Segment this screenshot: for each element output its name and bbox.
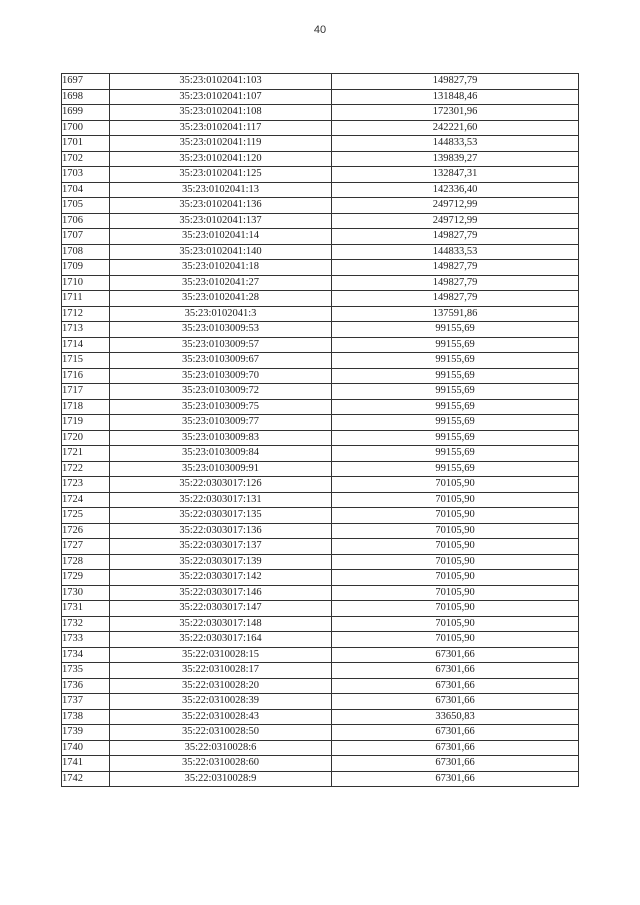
value-cell: 70105,90 [332,570,579,586]
row-number-cell: 1717 [62,384,110,400]
cadastral-number-cell: 35:22:0303017:126 [110,477,332,493]
cadastral-number-cell: 35:23:0103009:75 [110,399,332,415]
value-cell: 70105,90 [332,539,579,555]
value-cell: 99155,69 [332,353,579,369]
value-cell: 70105,90 [332,508,579,524]
table-row [62,198,579,214]
value-cell: 144833,53 [332,244,579,260]
table-row [62,477,579,493]
cadastral-number-cell: 35:23:0103009:57 [110,337,332,353]
row-number-cell: 1738 [62,709,110,725]
row-number-cell: 1703 [62,167,110,183]
value-cell: 70105,90 [332,585,579,601]
row-number-cell: 1697 [62,74,110,90]
table-row [62,647,579,663]
table-row [62,399,579,415]
row-number-cell: 1716 [62,368,110,384]
cadastral-number-cell: 35:22:0310028:20 [110,678,332,694]
row-number-cell: 1739 [62,725,110,741]
value-cell: 33650,83 [332,709,579,725]
value-cell: 67301,66 [332,756,579,772]
table-row [62,151,579,167]
table-row [62,89,579,105]
row-number-cell: 1708 [62,244,110,260]
row-number-cell: 1718 [62,399,110,415]
row-number-cell: 1728 [62,554,110,570]
table-row [62,306,579,322]
cadastral-number-cell: 35:22:0310028:17 [110,663,332,679]
row-number-cell: 1731 [62,601,110,617]
table-row [62,337,579,353]
table-row [62,461,579,477]
cadastral-number-cell: 35:22:0303017:131 [110,492,332,508]
row-number-cell: 1715 [62,353,110,369]
row-number-cell: 1727 [62,539,110,555]
row-number-cell: 1721 [62,446,110,462]
row-number-cell: 1709 [62,260,110,276]
value-cell: 99155,69 [332,430,579,446]
row-number-cell: 1726 [62,523,110,539]
table-body [62,74,579,787]
table-row [62,508,579,524]
value-cell: 99155,69 [332,399,579,415]
value-cell: 67301,66 [332,694,579,710]
row-number-cell: 1699 [62,105,110,121]
table-row [62,368,579,384]
table-row [62,136,579,152]
row-number-cell: 1713 [62,322,110,338]
row-number-cell: 1736 [62,678,110,694]
value-cell: 67301,66 [332,771,579,787]
table-row [62,384,579,400]
value-cell: 70105,90 [332,492,579,508]
cadastral-number-cell: 35:23:0102041:14 [110,229,332,245]
table-row [62,120,579,136]
row-number-cell: 1707 [62,229,110,245]
table-row [62,554,579,570]
cadastral-number-cell: 35:22:0303017:137 [110,539,332,555]
cadastral-number-cell: 35:23:0102041:125 [110,167,332,183]
row-number-cell: 1705 [62,198,110,214]
table-row [62,616,579,632]
cadastral-number-cell: 35:23:0103009:84 [110,446,332,462]
row-number-cell: 1724 [62,492,110,508]
value-cell: 249712,99 [332,213,579,229]
table-row [62,182,579,198]
value-cell: 67301,66 [332,678,579,694]
table-row [62,353,579,369]
cadastral-number-cell: 35:22:0310028:60 [110,756,332,772]
cadastral-number-cell: 35:23:0102041:120 [110,151,332,167]
cadastral-number-cell: 35:23:0103009:72 [110,384,332,400]
row-number-cell: 1737 [62,694,110,710]
row-number-cell: 1711 [62,291,110,307]
table-row [62,601,579,617]
value-cell: 70105,90 [332,477,579,493]
cadastral-number-cell: 35:22:0303017:147 [110,601,332,617]
table-row [62,709,579,725]
row-number-cell: 1714 [62,337,110,353]
value-cell: 99155,69 [332,384,579,400]
cadastral-number-cell: 35:23:0102041:18 [110,260,332,276]
table-row [62,105,579,121]
table-row [62,632,579,648]
row-number-cell: 1722 [62,461,110,477]
value-cell: 249712,99 [332,198,579,214]
row-number-cell: 1706 [62,213,110,229]
value-cell: 99155,69 [332,446,579,462]
value-cell: 149827,79 [332,229,579,245]
table-row [62,229,579,245]
value-cell: 149827,79 [332,275,579,291]
cadastral-number-cell: 35:23:0103009:70 [110,368,332,384]
table-row [62,167,579,183]
cadastral-number-cell: 35:23:0102041:117 [110,120,332,136]
table-row [62,570,579,586]
row-number-cell: 1723 [62,477,110,493]
cadastral-number-cell: 35:22:0303017:148 [110,616,332,632]
row-number-cell: 1720 [62,430,110,446]
table-row [62,585,579,601]
value-cell: 67301,66 [332,725,579,741]
cadastral-number-cell: 35:23:0103009:53 [110,322,332,338]
cadastral-number-cell: 35:22:0303017:164 [110,632,332,648]
cadastral-number-cell: 35:22:0303017:146 [110,585,332,601]
value-cell: 149827,79 [332,291,579,307]
row-number-cell: 1732 [62,616,110,632]
table-row [62,725,579,741]
value-cell: 67301,66 [332,663,579,679]
table-row [62,756,579,772]
row-number-cell: 1735 [62,663,110,679]
cadastral-number-cell: 35:23:0102041:136 [110,198,332,214]
row-number-cell: 1734 [62,647,110,663]
row-number-cell: 1704 [62,182,110,198]
table-row [62,740,579,756]
value-cell: 70105,90 [332,616,579,632]
value-cell: 67301,66 [332,647,579,663]
cadastral-number-cell: 35:23:0102041:13 [110,182,332,198]
value-cell: 142336,40 [332,182,579,198]
row-number-cell: 1700 [62,120,110,136]
table-row [62,74,579,90]
value-cell: 137591,86 [332,306,579,322]
value-cell: 70105,90 [332,554,579,570]
table-row [62,260,579,276]
row-number-cell: 1725 [62,508,110,524]
value-cell: 144833,53 [332,136,579,152]
row-number-cell: 1702 [62,151,110,167]
value-cell: 99155,69 [332,415,579,431]
row-number-cell: 1701 [62,136,110,152]
cadastral-number-cell: 35:23:0102041:119 [110,136,332,152]
table-row [62,539,579,555]
value-cell: 149827,79 [332,260,579,276]
value-cell: 99155,69 [332,461,579,477]
table-row [62,430,579,446]
table-row [62,523,579,539]
row-number-cell: 1730 [62,585,110,601]
value-cell: 139839,27 [332,151,579,167]
value-cell: 67301,66 [332,740,579,756]
cadastral-number-cell: 35:22:0310028:39 [110,694,332,710]
row-number-cell: 1710 [62,275,110,291]
table-row [62,446,579,462]
value-cell: 132847,31 [332,167,579,183]
table-row [62,213,579,229]
table-row [62,322,579,338]
cadastral-number-cell: 35:23:0103009:67 [110,353,332,369]
row-number-cell: 1741 [62,756,110,772]
row-number-cell: 1729 [62,570,110,586]
cadastral-number-cell: 35:22:0303017:136 [110,523,332,539]
value-cell: 131848,46 [332,89,579,105]
value-cell: 99155,69 [332,368,579,384]
value-cell: 99155,69 [332,322,579,338]
cadastral-number-cell: 35:22:0310028:50 [110,725,332,741]
row-number-cell: 1733 [62,632,110,648]
value-cell: 149827,79 [332,74,579,90]
cadastral-number-cell: 35:23:0103009:83 [110,430,332,446]
table-row [62,694,579,710]
row-number-cell: 1719 [62,415,110,431]
value-cell: 70105,90 [332,632,579,648]
row-number-cell: 1740 [62,740,110,756]
cadastral-number-cell: 35:22:0303017:139 [110,554,332,570]
cadastral-number-cell: 35:22:0303017:135 [110,508,332,524]
cadastral-number-cell: 35:23:0102041:140 [110,244,332,260]
table-row [62,415,579,431]
table-row [62,771,579,787]
cadastral-number-cell: 35:22:0310028:43 [110,709,332,725]
cadastral-number-cell: 35:23:0102041:107 [110,89,332,105]
value-cell: 172301,96 [332,105,579,121]
cadastral-number-cell: 35:23:0103009:91 [110,461,332,477]
table-row [62,244,579,260]
table-row [62,275,579,291]
value-cell: 242221,60 [332,120,579,136]
value-cell: 70105,90 [332,523,579,539]
row-number-cell: 1712 [62,306,110,322]
cadastral-number-cell: 35:23:0102041:28 [110,291,332,307]
cadastral-number-cell: 35:22:0310028:9 [110,771,332,787]
row-number-cell: 1742 [62,771,110,787]
table-row [62,678,579,694]
cadastral-number-cell: 35:23:0102041:103 [110,74,332,90]
value-cell: 99155,69 [332,337,579,353]
cadastral-number-cell: 35:23:0103009:77 [110,415,332,431]
cadastral-number-cell: 35:22:0303017:142 [110,570,332,586]
value-cell: 70105,90 [332,601,579,617]
table-row [62,291,579,307]
cadastral-number-cell: 35:22:0310028:6 [110,740,332,756]
cadastral-number-cell: 35:23:0102041:108 [110,105,332,121]
page-number: 40 [313,24,327,36]
table-row [62,492,579,508]
cadastral-number-cell: 35:23:0102041:3 [110,306,332,322]
cadastral-value-table [61,73,579,787]
table-row [62,663,579,679]
row-number-cell: 1698 [62,89,110,105]
cadastral-number-cell: 35:23:0102041:27 [110,275,332,291]
cadastral-number-cell: 35:22:0310028:15 [110,647,332,663]
cadastral-number-cell: 35:23:0102041:137 [110,213,332,229]
